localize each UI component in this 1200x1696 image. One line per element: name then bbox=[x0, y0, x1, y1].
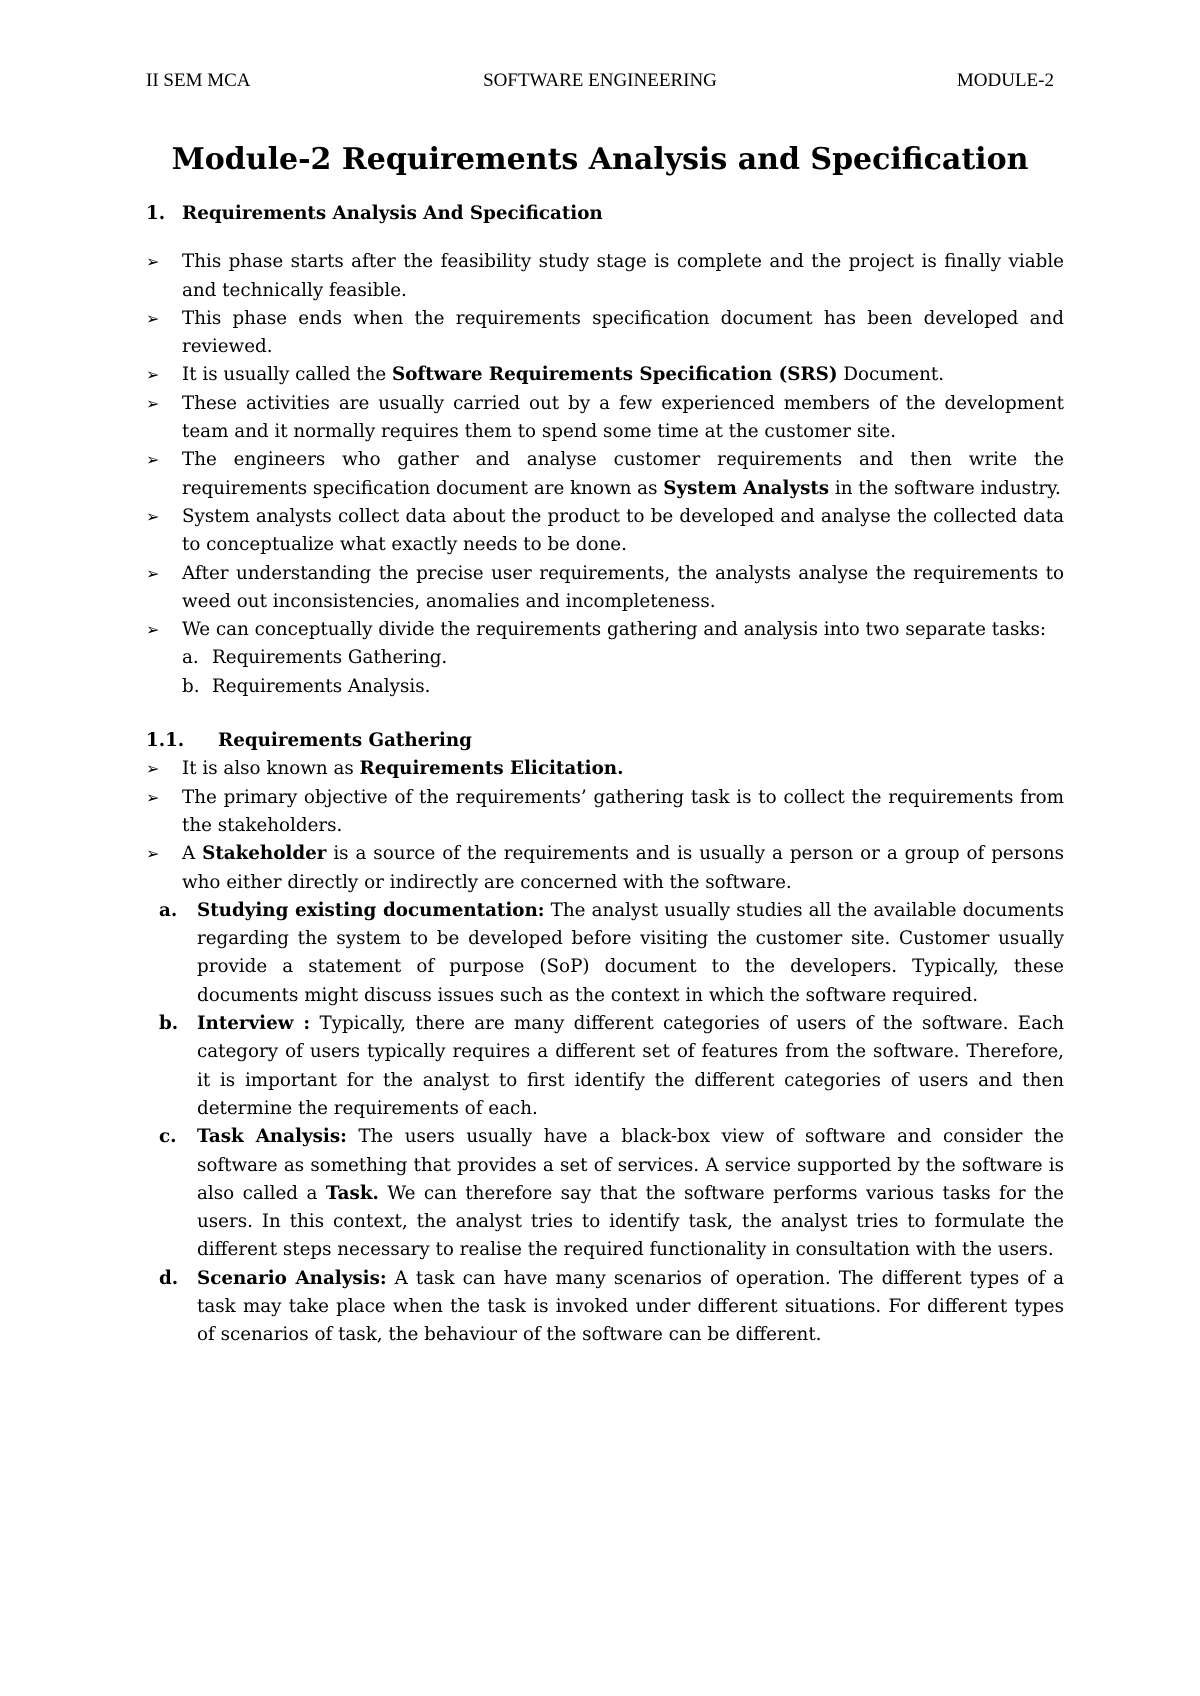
bullet-text: System analysts collect data about the product to be developed and analyse the collected data to conceptualize what exactly needs to be done. bbox=[182, 505, 1064, 556]
arrow-bullet-icon: ➢ bbox=[146, 252, 160, 272]
technique-text: The users usually have a black-box view of software and consider the software as something that provides a set of services. A service supported by the software is also called a bbox=[197, 1126, 1064, 1204]
bullet-text: The engineers who gather and analyse customer requirements and then write the requirements specification document are known as bbox=[182, 449, 1064, 499]
bullet-text: It is also known as bbox=[182, 758, 360, 780]
header-subject: SOFTWARE ENGINEERING bbox=[483, 70, 717, 91]
technique-term: Scenario Analysis: bbox=[197, 1267, 387, 1289]
bullet-text-end: in the software industry. bbox=[829, 477, 1061, 499]
technique-emphasis: Task. bbox=[325, 1182, 379, 1204]
bullet-text: This phase ends when the requirements specification document has been developed and reviewed. bbox=[182, 307, 1064, 358]
subsection-number: 1.1. bbox=[146, 730, 185, 752]
technique-list bbox=[146, 897, 1064, 1350]
arrow-bullet-icon: ➢ bbox=[146, 308, 160, 328]
technique-marker: a. bbox=[159, 899, 178, 921]
section-number: 1. bbox=[146, 203, 166, 224]
bullet-item bbox=[146, 361, 1064, 389]
bullet-text: This phase starts after the feasibility study stage is complete and the project is finally viable and technically feasible. bbox=[182, 251, 1064, 301]
bullet-text: A bbox=[182, 843, 203, 865]
task-item bbox=[182, 644, 1064, 672]
section-heading bbox=[146, 200, 1064, 228]
bullet-item bbox=[146, 390, 1064, 447]
arrow-bullet-icon: ➢ bbox=[146, 365, 160, 385]
bullet-item bbox=[146, 446, 1064, 503]
bullet-item bbox=[146, 560, 1064, 617]
page-header bbox=[146, 70, 1054, 94]
bullet-item bbox=[146, 616, 1064, 644]
bullet-item bbox=[146, 305, 1064, 362]
bullet-emphasis: Stakeholder bbox=[202, 843, 327, 865]
subsection-title: Requirements Gathering bbox=[218, 730, 472, 752]
arrow-bullet-icon: ➢ bbox=[146, 844, 160, 864]
arrow-bullet-icon: ➢ bbox=[146, 393, 160, 413]
bullet-item bbox=[146, 755, 1064, 783]
bullet-text: These activities are usually carried out by a few experienced members of the development team and it normally requires them to spend some time at the customer site. bbox=[182, 392, 1064, 443]
task-text: Requirements Gathering. bbox=[212, 647, 448, 669]
document-body bbox=[146, 200, 1064, 1350]
technique-item bbox=[146, 1010, 1064, 1123]
bullet-item bbox=[146, 248, 1064, 305]
technique-item bbox=[146, 1123, 1064, 1264]
header-module: MODULE-2 bbox=[956, 70, 1054, 91]
technique-marker: c. bbox=[159, 1126, 177, 1148]
bullet-list bbox=[146, 248, 1064, 644]
technique-text: Typically, there are many different categories of users of the software. Each category of users typically requires a different set of features from the software. Therefore, it is important for the analyst to first identify the different categories of users and then determine the requirements of each. bbox=[197, 1013, 1065, 1119]
task-marker: b. bbox=[182, 675, 200, 697]
arrow-bullet-icon: ➢ bbox=[146, 759, 160, 779]
technique-term: Interview : bbox=[197, 1013, 311, 1035]
section-title: Requirements Analysis And Specification bbox=[182, 203, 603, 224]
bullet-text-end: is a source of the requirements and is usually a person or a group of persons who either directly or indirectly are concerned with the software. bbox=[182, 843, 1065, 893]
arrow-bullet-icon: ➢ bbox=[146, 620, 160, 640]
task-marker: a. bbox=[182, 647, 199, 669]
bullet-list bbox=[146, 755, 1064, 896]
bullet-item bbox=[146, 840, 1064, 897]
technique-term: Task Analysis: bbox=[197, 1126, 347, 1148]
bullet-text: It is usually called the bbox=[182, 364, 392, 386]
arrow-bullet-icon: ➢ bbox=[146, 563, 160, 583]
subsection-heading bbox=[146, 727, 1064, 755]
arrow-bullet-icon: ➢ bbox=[146, 787, 160, 807]
bullet-text: After understanding the precise user requirements, the analysts analyse the requirements to weed out inconsistencies, anomalies and incompleteness. bbox=[182, 562, 1064, 612]
bullet-text-end: Document. bbox=[837, 364, 945, 386]
bullet-emphasis: Software Requirements Specification (SRS) bbox=[392, 364, 838, 386]
bullet-emphasis: Requirements Elicitation. bbox=[359, 758, 624, 780]
bullet-item bbox=[146, 503, 1064, 560]
technique-term: Studying existing documentation: bbox=[197, 899, 545, 921]
technique-text-end: We can therefore say that the software performs various tasks for the users. In this context, the analyst tries to identify task, the analyst tries to formulate the different steps necessary to realise the required functionality in consultation with the users. bbox=[197, 1182, 1064, 1261]
task-list bbox=[146, 644, 1064, 701]
technique-item bbox=[146, 897, 1064, 1010]
technique-text: A task can have many scenarios of operation. The different types of a task may take place when the task is invoked under different situations. For different types of scenarios of task, the behaviour of the software can be different. bbox=[197, 1267, 1064, 1346]
technique-marker: b. bbox=[159, 1013, 179, 1035]
technique-item bbox=[146, 1265, 1064, 1350]
arrow-bullet-icon: ➢ bbox=[146, 506, 160, 526]
bullet-text: We can conceptually divide the requirements gathering and analysis into two separate tasks: bbox=[182, 619, 1047, 641]
technique-text: The analyst usually studies all the available documents regarding the system to be developed before visiting the customer site. Customer usually provide a statement of purpose (SoP) document to the developers. Typically, these documents might discuss issues such as the context in which the software required. bbox=[197, 899, 1064, 1006]
header-course: II SEM MCA bbox=[146, 70, 251, 91]
technique-marker: d. bbox=[159, 1267, 179, 1289]
page-title: Module-2 Requirements Analysis and Specification bbox=[171, 142, 1029, 177]
bullet-item bbox=[146, 784, 1064, 841]
task-item bbox=[182, 673, 1064, 701]
task-text: Requirements Analysis. bbox=[212, 675, 431, 697]
bullet-text: The primary objective of the requirements’ gathering task is to collect the requirements from the stakeholders. bbox=[182, 786, 1064, 836]
arrow-bullet-icon: ➢ bbox=[146, 450, 160, 470]
bullet-emphasis: System Analysts bbox=[663, 477, 830, 499]
